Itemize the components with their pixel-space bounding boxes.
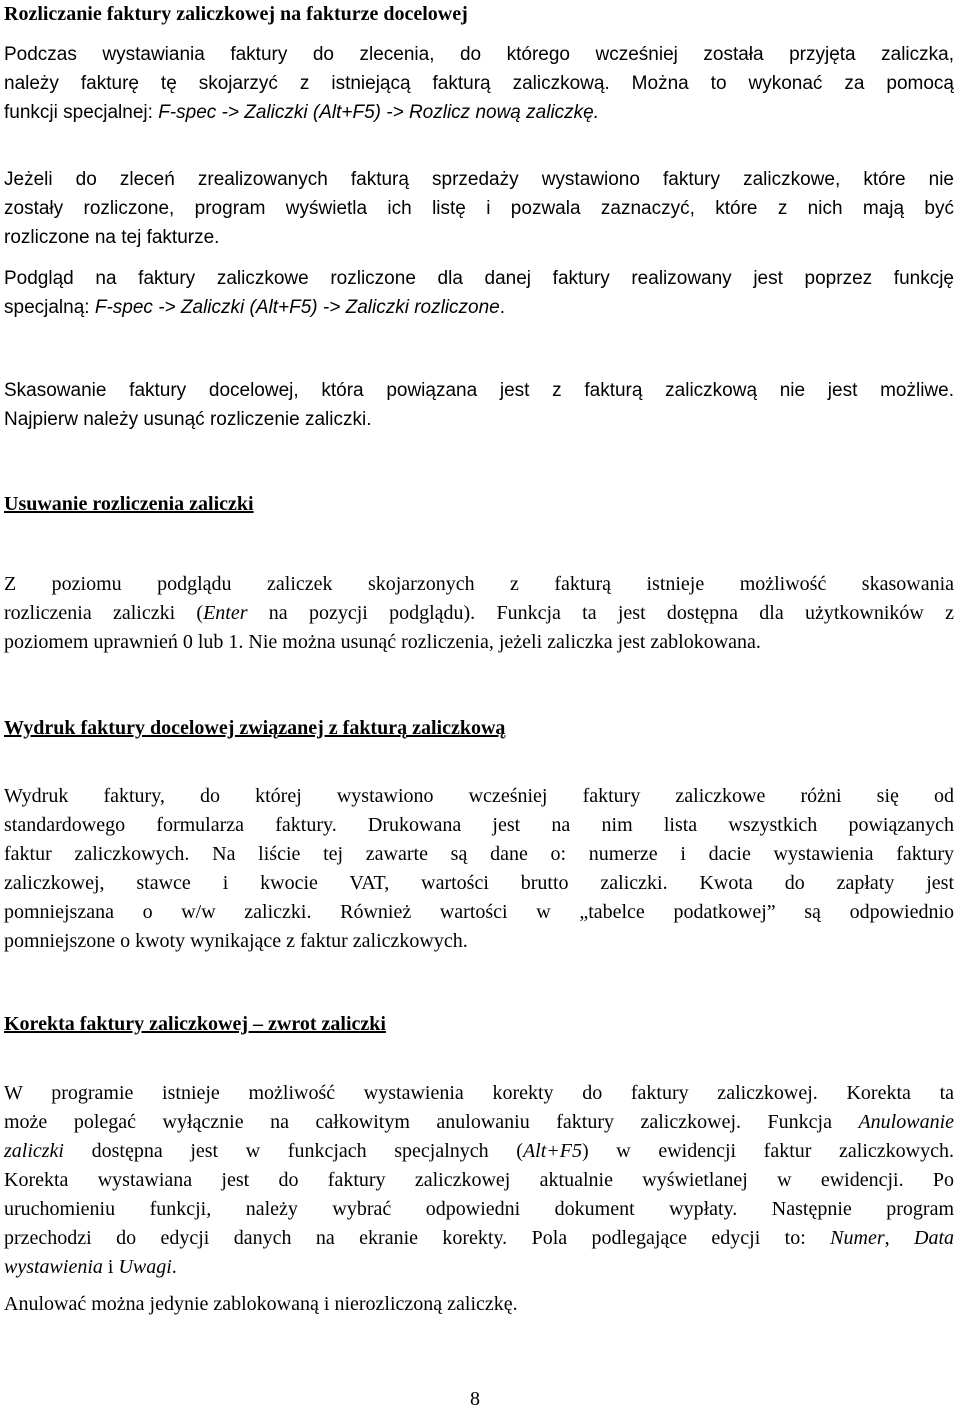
paragraph-unsettled-list	[4, 165, 954, 252]
function-name-part-1: Anulowanie	[858, 1111, 954, 1133]
section-heading-print: Wydruk faktury docelowej związanej z fakturą zaliczkową	[4, 717, 506, 739]
section3-line-7	[4, 1253, 954, 1282]
intro-line-3	[4, 98, 954, 127]
para2-line-2: zostały rozliczone, program wyświetla ich listę i pozwala zaznaczyć, które z nich mają być	[4, 198, 954, 219]
section3-line-3-d: ) w ewidencji faktur zaliczkowych.	[581, 1140, 954, 1162]
section3-body	[4, 1079, 954, 1319]
para3-period: .	[499, 297, 506, 318]
page-title: Rozliczanie faktury zaliczkowej na fakturze docelowej	[4, 3, 468, 25]
shortcut-label: Alt+F5	[522, 1140, 582, 1162]
para2-line-3: rozliczone na tej fakturze.	[4, 227, 220, 248]
section3-line-3-b: dostępna jest w funkcjach specjalnych (	[64, 1140, 523, 1162]
intro-line-3-text: funkcji specjalnej:	[4, 102, 159, 123]
section2-line-2: standardowego formularza faktury. Drukowana jest na nim lista wszystkich powiązanych	[4, 814, 954, 836]
section2-line-4: zaliczkowej, stawce i kwocie VAT, wartości brutto zaliczki. Kwota do zapłaty jest	[4, 872, 954, 894]
field-wystawienia: wystawienia	[4, 1256, 103, 1278]
section2-line-1: Wydruk faktury, do której wystawiono wcześniej faktury zaliczkowe różni się od	[4, 785, 954, 807]
enter-key-label: Enter	[203, 602, 248, 624]
para3-line-2-text: specjalną:	[4, 297, 95, 318]
section3-last-line: Anulować można jedynie zablokowaną i nierozliczoną zaliczkę.	[4, 1293, 518, 1315]
function-name-part-2: zaliczki	[4, 1140, 64, 1162]
section-heading-remove-settlement: Usuwanie rozliczenia zaliczki	[4, 493, 254, 515]
section-heading-correction: Korekta faktury zaliczkowej – zwrot zaliczki	[4, 1013, 386, 1035]
section1-line-3: poziomem uprawnień 0 lub 1. Nie można usunąć rozliczenia, jeżeli zaliczka jest zablokowana.	[4, 631, 761, 653]
para4-line-1: Skasowanie faktury docelowej, która powiązana jest z fakturą zaliczkową nie jest możliwe.	[4, 380, 954, 401]
section3-line-3	[4, 1137, 954, 1166]
para3-menu-path: F-spec -> Zaliczki (Alt+F5) -> Zaliczki rozliczone	[94, 297, 500, 318]
section3-line-2	[4, 1108, 954, 1137]
section1-line-2-a: rozliczenia zaliczki (	[4, 602, 204, 624]
page-number: 8	[470, 1388, 480, 1410]
field-numer: Numer	[830, 1227, 885, 1249]
section2-line-5: pomniejszana o w/w zaliczki. Również wartości w „tabelce podatkowej” są odpowiednio	[4, 901, 954, 923]
section1-line-1: Z poziomu podglądu zaliczek skojarzonych z fakturą istnieje możliwość skasowania	[4, 573, 954, 595]
section1-line-2-c: na pozycji podglądu). Funkcja ta jest dostępna dla użytkowników z	[247, 602, 954, 624]
section2-line-3: faktur zaliczkowych. Na liście tej zawarte są dane o: numerze i dacie wystawienia faktury	[4, 843, 954, 865]
field-data: Data	[914, 1227, 954, 1249]
section3-line-4: Korekta wystawiana jest do faktury zaliczkowej aktualnie wyświetlanej w ewidencji. Po	[4, 1169, 954, 1191]
para4-line-2: Najpierw należy usunąć rozliczenie zaliczki.	[4, 409, 372, 430]
section3-line-6-a: przechodzi do edycji danych na ekranie korekty. Pola podlegające edycji to:	[4, 1227, 831, 1249]
section2-line-6: pomniejszone o kwoty wynikające z faktur zaliczkowych.	[4, 930, 468, 952]
para3-line-1: Podgląd na faktury zaliczkowe rozliczone dla danej faktury realizowany jest poprzez funkcję	[4, 268, 954, 289]
para3-line-2	[4, 293, 954, 322]
intro-paragraph	[4, 40, 954, 127]
intro-line-1: Podczas wystawiania faktury do zlecenia, do którego wcześniej została przyjęta zaliczka,	[4, 44, 954, 65]
section3-line-1: W programie istnieje możliwość wystawienia korekty do faktury zaliczkowej. Korekta ta	[4, 1082, 954, 1104]
paragraph-deletion-note	[4, 376, 954, 434]
section3-line-7-d: .	[171, 1256, 177, 1278]
section3-line-6-c: ,	[884, 1227, 914, 1249]
section1-body	[4, 570, 954, 657]
intro-line-2: należy fakturę tę skojarzyć z istniejącą fakturą zaliczkową. Można to wykonać za pomocą	[4, 73, 954, 94]
para2-line-1: Jeżeli do zleceń zrealizowanych fakturą sprzedaży wystawiono faktury zaliczkowe, które nie	[4, 169, 954, 190]
paragraph-preview	[4, 264, 954, 322]
field-uwagi: Uwagi	[118, 1256, 172, 1278]
intro-menu-path: F-spec -> Zaliczki (Alt+F5) -> Rozlicz nową zaliczkę.	[158, 102, 600, 123]
section1-line-2	[4, 599, 954, 628]
section3-line-2-a: może polegać wyłącznie na całkowitym anulowaniu faktury zaliczkowej. Funkcja	[4, 1111, 859, 1133]
section3-line-6	[4, 1224, 954, 1253]
section3-line-7-b: i	[102, 1256, 119, 1278]
section3-line-5: uruchomieniu funkcji, należy wybrać odpowiedni dokument wypłaty. Następnie program	[4, 1198, 954, 1220]
section2-body	[4, 782, 954, 956]
